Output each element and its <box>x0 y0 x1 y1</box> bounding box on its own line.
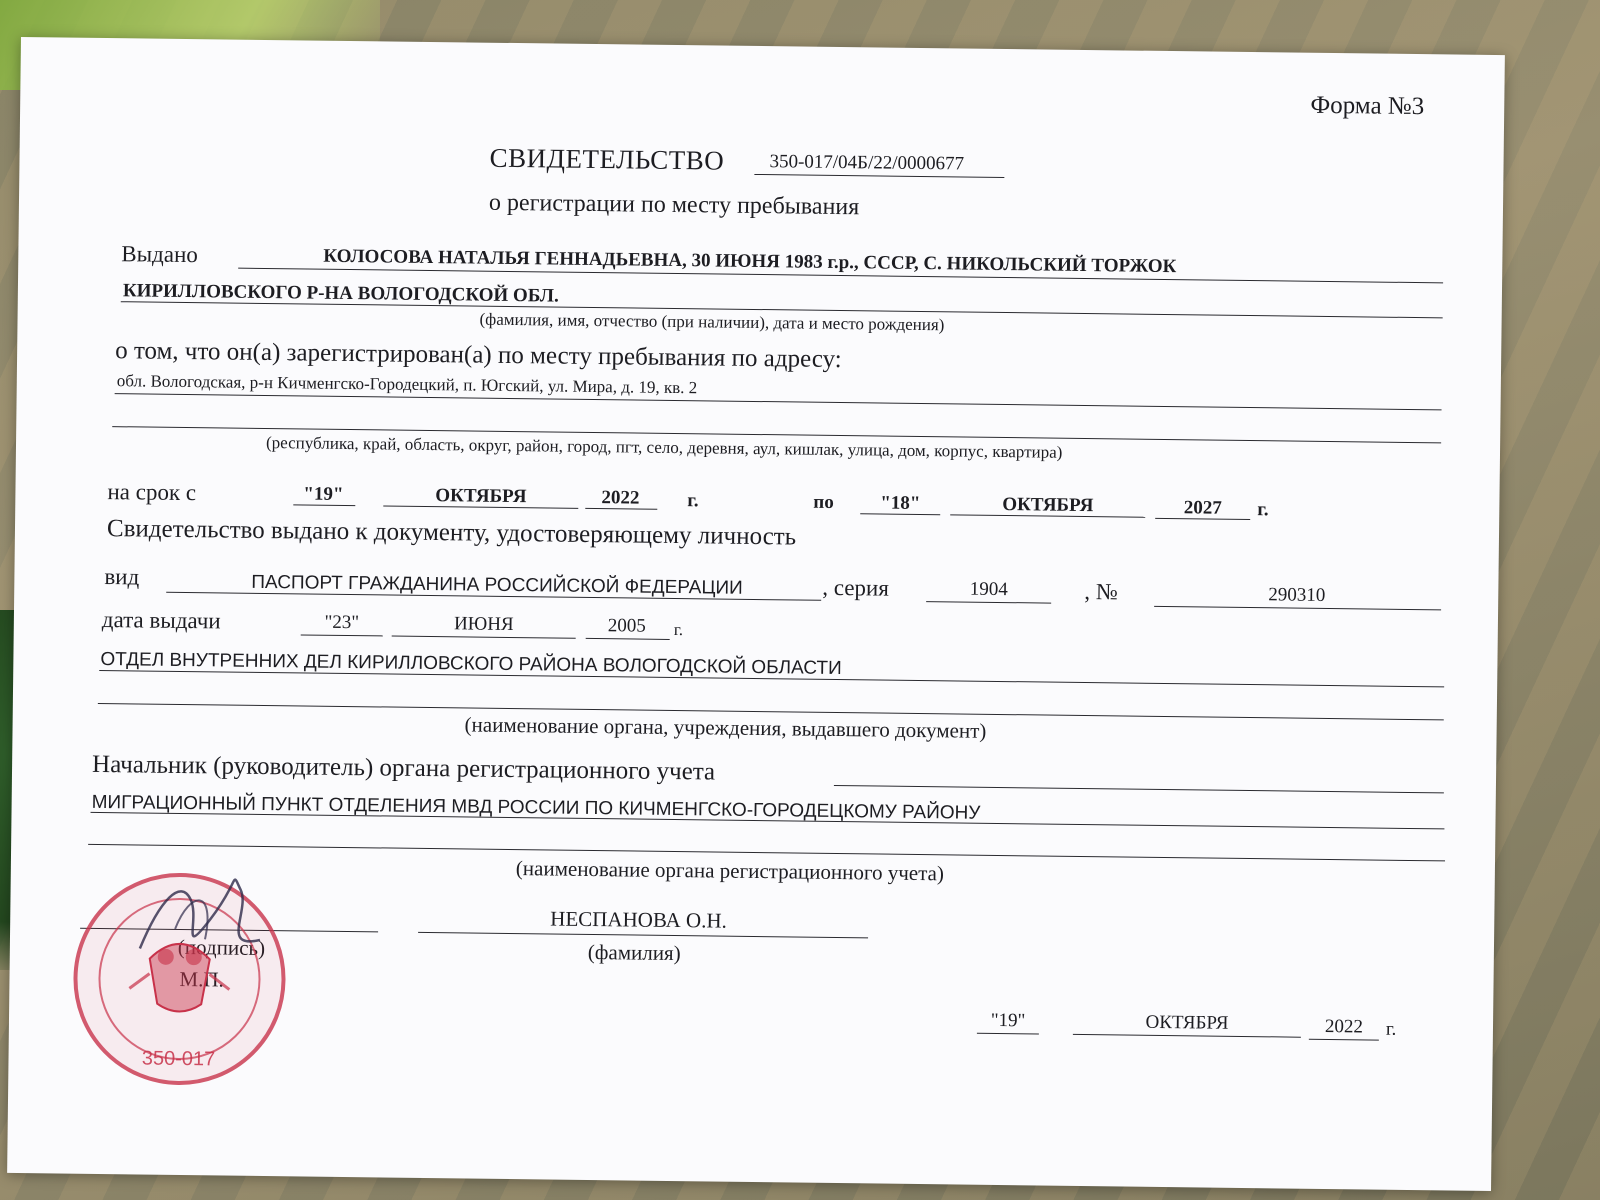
chief-label: Начальник (руководитель) органа регистрационного учета <box>91 750 716 786</box>
registration-office: МИГРАЦИОННЫЙ ПУНКТ ОТДЕЛЕНИЯ МВД РОССИИ ПО КИЧМЕНГСКО-ГОРОДЕЦКОМУ РАЙОНУ <box>91 791 981 824</box>
final-day: "19" <box>990 1009 1026 1032</box>
doc-issuer: ОТДЕЛ ВНУТРЕННИХ ДЕЛ КИРИЛЛОВСКОГО РАЙОНА ВОЛОГОДСКОЙ ОБЛАСТИ <box>100 648 842 680</box>
doc-number-value: 290310 <box>1268 584 1326 606</box>
doc-issue-year: 2005 <box>607 615 646 637</box>
handwritten-signature <box>120 858 281 980</box>
term-from-year-line <box>585 508 657 510</box>
doc-issue-day: "23" <box>324 611 360 634</box>
term-to-year: 2027 <box>1183 497 1222 519</box>
doc-issue-label: дата выдачи <box>101 607 221 634</box>
certificate-number-line <box>754 174 1004 178</box>
surname-line <box>418 932 868 938</box>
doc-type-value: ПАСПОРТ ГРАЖДАНИНА РОССИЙСКОЙ ФЕДЕРАЦИИ <box>251 571 743 599</box>
doc-series-label: , серия <box>822 574 890 601</box>
issued-to-line2: КИРИЛЛОВСКОГО Р-НА ВОЛОГОДСКОЙ ОБЛ. <box>122 280 559 307</box>
doc-issue-year-line <box>586 638 670 640</box>
certificate-number: 350-017/04Б/22/0000677 <box>769 151 965 175</box>
document-title: СВИДЕТЕЛЬСТВО <box>489 142 725 176</box>
term-to-year-line <box>1155 518 1250 520</box>
doc-issue-month-line <box>392 636 576 639</box>
term-to-month: ОКТЯБРЯ <box>1002 494 1094 517</box>
form-label: Форма №3 <box>1310 91 1425 121</box>
doc-series-line <box>926 601 1051 604</box>
address-value: обл. Вологодская, р-н Кичменгско-Городецкий, п. Югский, ул. Мира, д. 19, кв. 2 <box>116 371 698 398</box>
doc-number-line <box>1154 606 1441 611</box>
address-intro: о том, что он(а) зарегистрирован(а) по месту пребывания по адресу: <box>115 337 842 374</box>
doc-type-label: вид <box>104 564 140 590</box>
doc-number-label: , № <box>1084 579 1118 605</box>
stamp-code: 350-017 <box>141 1047 216 1071</box>
caption-office: (наименование органа регистрационного учета) <box>515 856 945 886</box>
doc-issue-month: ИЮНЯ <box>453 613 514 636</box>
doc-series-value: 1904 <box>969 578 1008 601</box>
term-from-day-line <box>293 504 355 506</box>
final-month: ОКТЯБРЯ <box>1145 1011 1229 1034</box>
doc-issue-suffix: г. <box>673 619 684 640</box>
caption-surname: (фамилия) <box>587 939 681 966</box>
issued-label: Выдано <box>121 241 199 268</box>
term-from-day: "19" <box>303 483 344 505</box>
term-from-year-suffix: г. <box>687 490 699 512</box>
caption-issuer: (наименование органа, учреждения, выдавшего документ) <box>464 712 987 743</box>
document-subtitle: о регистрации по месту пребывания <box>488 189 860 221</box>
term-to-day: "18" <box>880 492 921 514</box>
term-from-month: ОКТЯБРЯ <box>435 485 527 508</box>
doc-issue-day-line <box>301 634 383 636</box>
final-year-suffix: г. <box>1385 1018 1397 1040</box>
term-from-label: на срок с <box>107 479 197 506</box>
term-to-year-suffix: г. <box>1257 499 1269 521</box>
final-month-line <box>1073 1034 1301 1038</box>
final-year-line <box>1309 1039 1379 1041</box>
issued-to-line1: КОЛОСОВА НАТАЛЬЯ ГЕННАДЬЕВНА, 30 ИЮНЯ 1983 г.р., СССР, С. НИКОЛЬСКИЙ ТОРЖОК <box>323 245 1177 278</box>
term-to-day-line <box>860 513 940 515</box>
chief-signature-line <box>834 785 1444 793</box>
final-day-line <box>977 1033 1039 1035</box>
doc-intro: Свидетельство выдано к документу, удостоверяющему личность <box>106 515 797 551</box>
signer-name: НЕСПАНОВА О.Н. <box>550 906 727 933</box>
term-to-label: по <box>813 491 834 513</box>
registration-certificate <box>7 37 1505 1191</box>
final-year: 2022 <box>1324 1015 1364 1038</box>
caption-person: (фамилия, имя, отчество (при наличии), дата и место рождения) <box>479 309 945 335</box>
term-from-year: 2022 <box>601 487 640 509</box>
caption-address: (республика, край, область, округ, район, город, пгт, село, деревня, аул, кишлак, улица, дом, корпус, квартира) <box>265 433 1063 462</box>
address-underline <box>115 393 1442 410</box>
